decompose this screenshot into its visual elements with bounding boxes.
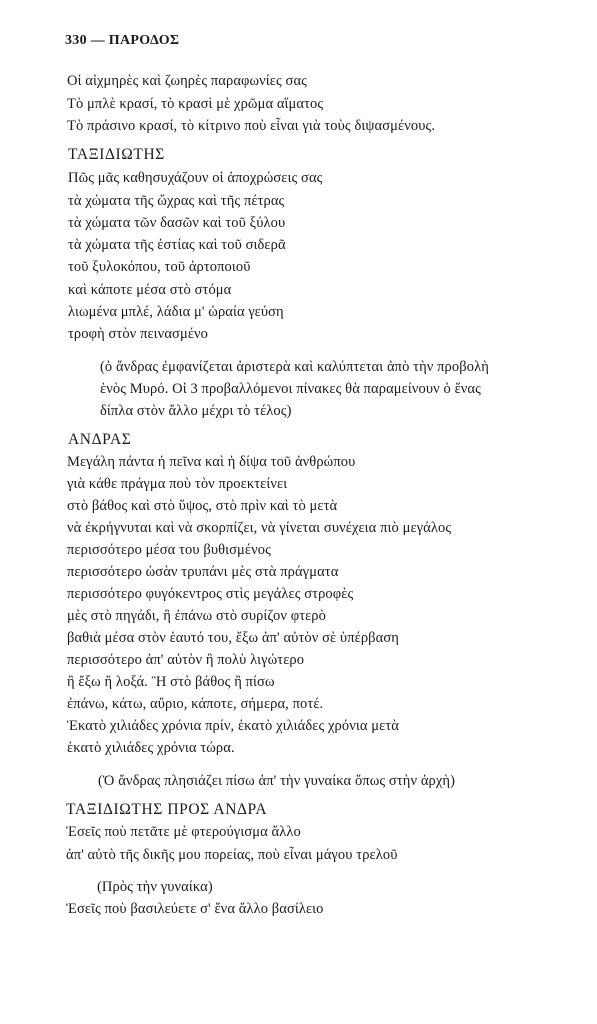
text-line: βαθιὰ μέσα στὸν ἑαυτό του, ἔξω ἀπ' αὐτὸν σὲ ὑπέρβαση [67,630,399,646]
text-line: στὸ βάθος καὶ στὸ ὕψος, στὸ πρὶν καὶ τὸ μετὰ [67,498,338,514]
text-line: Τὸ πράσινο κρασί, τὸ κίτρινο ποὺ εἶναι γιὰ τοὺς διψασμένους. [67,118,436,134]
stage-direction: ἑνὸς Μυρό. Οἱ 3 προβαλλόμενοι πίνακες θὰ παραμείνουν ὁ ἕνας [100,381,481,397]
text-line: περισσότερο μέσα του βυθισμένος [67,542,271,558]
text-line: ἐπάνω, κάτω, αὔριο, κάποτε, σήμερα, ποτέ. [67,696,324,712]
stage-direction: (Ὁ ἄνδρας πλησιάζει πίσω ἀπ' τὴν γυναίκα ὅπως στὴν ἀρχὴ) [98,773,456,789]
speaker-heading: ΤΑΞΙΔΙΩΤΗΣ [68,146,165,163]
text-line: τὰ χώματα τῆς ὤχρας καὶ τῆς πέτρας [68,193,285,209]
text-line: λιωμένα μπλέ, λάδια μ' ὡραία γεύση [68,304,284,320]
text-line: καὶ κάποτε μέσα στὸ στόμα [68,282,232,298]
stage-direction: (Πρὸς τὴν γυναίκα) [97,879,213,895]
page-header: 330 — ΠΑΡΟΔΟΣ [65,33,180,48]
text-line: νὰ ἐκρήγνυται καὶ νὰ σκορπίζει, νὰ γίνεται συνέχεια πιὸ μεγάλος [67,520,452,536]
text-line: Ἐσεῖς ποὺ βασιλεύετε σ' ἕνα ἄλλο βασίλειο [66,901,324,917]
text-line: περισσότερο φυγόκεντρος στὶς μεγάλες στροφὲς [67,586,354,602]
text-line: Ἑκατὸ χιλιάδες χρόνια πρίν, ἑκατὸ χιλιάδες χρόνια μετὰ [67,718,399,734]
text-line: Μεγάλη πάντα ἡ πεῖνα καὶ ἡ δίψα τοῦ ἀνθρώπου [67,454,356,470]
text-line: Τὸ μπλὲ κρασί, τὸ κρασὶ μὲ χρῶμα αἵματος [67,96,324,112]
text-line: τὰ χώματα τῆς ἑστίας καὶ τοῦ σιδερᾶ [68,237,286,253]
text-line: ἑκατὸ χιλιάδες χρόνια τώρα. [67,740,235,756]
speaker-heading: ΑΝΔΡΑΣ [68,431,132,448]
text-line: ἀπ' αὐτὸ τῆς δικῆς μου πορείας, ποὺ εἶναι μάγου τρελοῦ [66,847,398,863]
text-line: περισσότερο ὡσὰν τρυπάνι μὲς στὰ πράγματα [67,564,339,580]
text-line: ἢ ἔξω ἢ λοξά. Ἢ στὸ βάθος ἢ πίσω [67,674,275,690]
text-line: Ἐσεῖς ποὺ πετᾶτε μὲ φτερούγισμα ἄλλο [66,824,301,840]
text-line: περισσότερο ἀπ' αὐτὸν ἢ πολὺ λιγώτερο [67,652,305,668]
stage-direction: (ὁ ἄνδρας ἐμφανίζεται ἀριστερὰ καὶ καλύπτεται ἀπὸ τὴν προβολὴ [100,359,489,375]
text-line: γιὰ κάθε πράγμα ποὺ τὸν προεκτείνει [67,476,288,492]
text-line: Πῶς μᾶς καθησυχάζουν οἱ ἀποχρώσεις σας [68,170,323,186]
text-line: τοῦ ξυλοκόπου, τοῦ ἀρτοποιοῦ [68,259,251,275]
stage-direction: δίπλα στὸν ἄλλο μέχρι τὸ τέλος) [100,403,292,419]
speaker-heading: ΤΑΞΙΔΙΩΤΗΣ ΠΡΟΣ ΑΝΔΡΑ [66,801,268,818]
text-line: μὲς στὸ πηγάδι, ἢ ἐπάνω στὸ συρίζον φτερὸ [67,608,326,624]
text-line: Οἱ αἰχμηρὲς καὶ ζωηρὲς παραφωνίες σας [67,73,308,89]
text-line: τὰ χώματα τῶν δασῶν καὶ τοῦ ξύλου [68,215,286,231]
text-line: τροφὴ στὸν πεινασμένο [68,326,209,342]
